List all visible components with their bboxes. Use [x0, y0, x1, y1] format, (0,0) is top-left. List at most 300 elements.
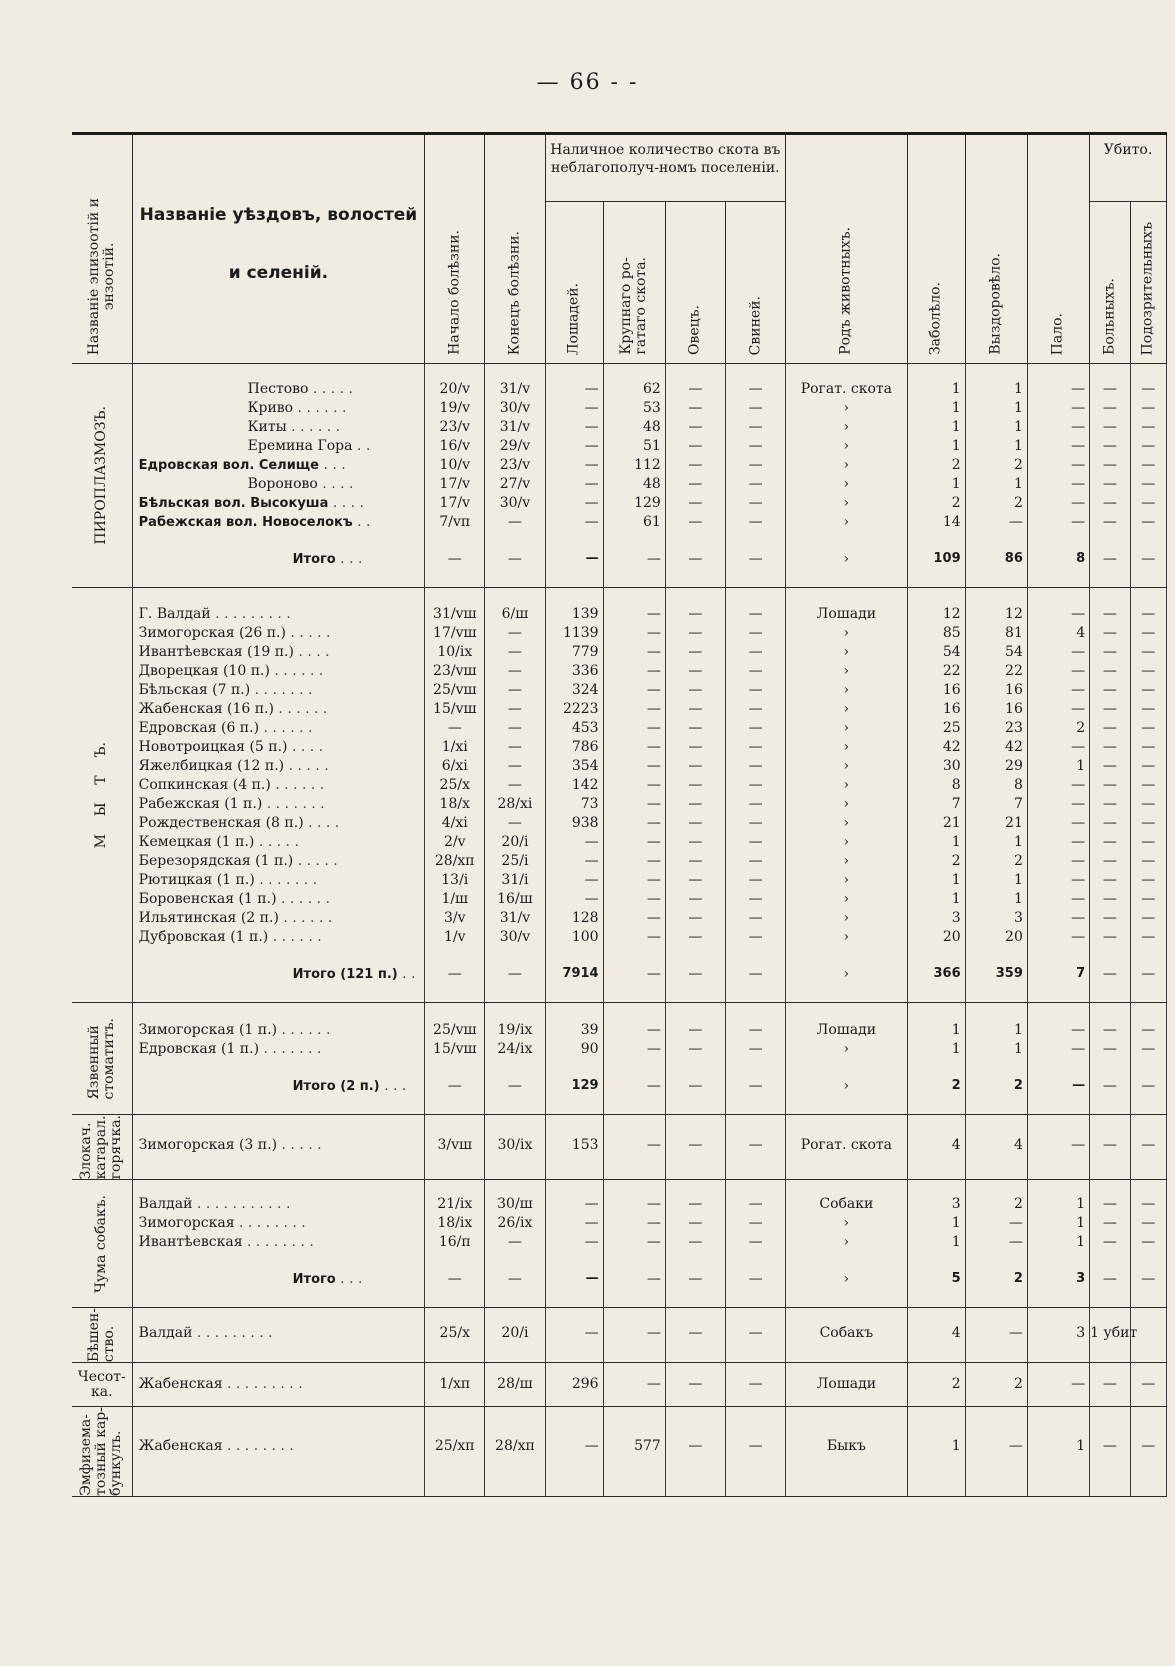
total-row — [72, 1264, 1167, 1295]
cell-kind: › — [786, 643, 907, 662]
epizootic-name: Язвенный стоматитъ. — [72, 1003, 132, 1115]
cell-horses: — — [545, 418, 603, 437]
header-livestock-group: Наличное количество скота въ неблагополуч-номъ поселеніи. — [545, 134, 786, 202]
place-name — [132, 475, 425, 494]
cell-start: 1/ш — [425, 890, 485, 909]
leader-dots: . . . . . . . — [250, 682, 313, 698]
cell-pigs: — — [725, 928, 785, 947]
place-name-text: Бѣльская вол. Высокуша — [138, 495, 329, 511]
cell-horses: — — [545, 890, 603, 909]
cell-sheep: — — [665, 738, 725, 757]
header-horses: Лошадей. — [545, 202, 603, 364]
cell-died: 1 — [1027, 1233, 1089, 1252]
cell-kind: › — [786, 418, 907, 437]
cell-sick: — — [1090, 1375, 1130, 1394]
cell-end: 20/i — [485, 1324, 545, 1348]
cell-horses: — — [545, 871, 603, 890]
cell-susp: — — [1130, 1195, 1166, 1214]
cell-horses: 153 — [545, 1136, 603, 1162]
header-recovered: Выздоровѣло. — [965, 134, 1027, 364]
cell-sick: — — [1090, 624, 1130, 643]
total-rec: 359 — [965, 959, 1027, 990]
leader-dots: . . — [397, 966, 416, 982]
cell-died: — — [1027, 852, 1089, 871]
cell-died: — — [1027, 1136, 1089, 1162]
header-killed-group: Убито. — [1090, 134, 1167, 202]
cell-sick: — — [1090, 909, 1130, 928]
cell-pigs: — — [725, 1437, 785, 1473]
place-name — [132, 738, 425, 757]
cell-cattle: — — [603, 719, 665, 738]
cell-pigs: — — [725, 456, 785, 475]
spacer-row — [72, 1059, 1167, 1071]
cell-cattle: — — [603, 624, 665, 643]
cell-rec: 2 — [965, 1375, 1027, 1394]
leader-dots: . . . . . . . . . . . — [192, 1196, 291, 1213]
cell-ill: 3 — [907, 1195, 965, 1214]
leader-dots: . . . . . — [285, 625, 331, 641]
table-row — [72, 456, 1167, 475]
cell-rec: 2 — [965, 494, 1027, 513]
cell-rec: 2 — [965, 1195, 1027, 1214]
cell-rec: 1 — [965, 833, 1027, 852]
cell-pigs: — — [725, 852, 785, 871]
table-row — [72, 1021, 1167, 1040]
cell-died: — — [1027, 1375, 1089, 1394]
cell-sheep: — — [665, 1375, 725, 1394]
cell-sick: — — [1090, 643, 1130, 662]
spacer-row — [72, 1114, 1167, 1136]
cell-rec: 1 — [965, 380, 1027, 399]
place-name-text: Едровская (6 п.) — [138, 720, 260, 736]
cell-pigs: — — [725, 399, 785, 418]
cell-died: 1 — [1027, 757, 1089, 776]
cell-susp: — — [1130, 475, 1166, 494]
cell-horses: 786 — [545, 738, 603, 757]
cell-ill: 1 — [907, 437, 965, 456]
place-name-text: Ивантѣевская — [138, 1234, 243, 1251]
cell-pigs: — — [725, 418, 785, 437]
cell-ill: 54 — [907, 643, 965, 662]
cell-end: 26/ix — [485, 1214, 545, 1233]
cell-sick: — — [1090, 437, 1130, 456]
total-ill: 2 — [907, 1071, 965, 1102]
cell-died: — — [1027, 776, 1089, 795]
place-name-text: Зимогорская (26 п.) — [138, 625, 286, 641]
leader-dots: . . . . — [303, 815, 340, 831]
cell-sick: — — [1090, 494, 1130, 513]
cell-sheep: — — [665, 1040, 725, 1059]
cell-kind: › — [786, 662, 907, 681]
cell-susp: — — [1130, 909, 1166, 928]
cell-rec: 12 — [965, 605, 1027, 624]
cell-rec: 1 — [965, 890, 1027, 909]
cell-pigs: — — [725, 833, 785, 852]
cell-cattle: — — [603, 1233, 665, 1252]
cell-ill: 1 — [907, 890, 965, 909]
place-name — [132, 605, 425, 624]
cell-sick: — — [1090, 719, 1130, 738]
cell-died: — — [1027, 890, 1089, 909]
cell-cattle: — — [603, 795, 665, 814]
cell-pigs: — — [725, 1233, 785, 1252]
cell-kind: › — [786, 909, 907, 928]
cell-cattle: 62 — [603, 380, 665, 399]
cell-pigs: — — [725, 1375, 785, 1394]
header-epizootic: Названіе эпизоотій и энзоотій. — [72, 134, 132, 364]
epizootic-name: Чума собакъ. — [72, 1179, 132, 1308]
cell-end: 24/ix — [485, 1040, 545, 1059]
cell-kind: › — [786, 738, 907, 757]
cell-rec: 1 — [965, 399, 1027, 418]
cell-kind: › — [786, 437, 907, 456]
cell-ill: 20 — [907, 928, 965, 947]
cell-end: 31/v — [485, 380, 545, 399]
place-name-text: Зимогорская (3 п.) — [138, 1137, 278, 1154]
cell-susp: — — [1130, 605, 1166, 624]
cell-start: 25/x — [425, 1324, 485, 1348]
cell-sick: — — [1090, 513, 1130, 532]
total-cattle: — — [603, 544, 665, 575]
leader-dots: . . . — [379, 1077, 407, 1094]
place-name-text: Жабенская — [138, 1376, 223, 1393]
table-row — [72, 662, 1167, 681]
cell-sick: — — [1090, 1040, 1130, 1059]
cell-end: 31/v — [485, 418, 545, 437]
total-pigs: — — [725, 1071, 785, 1102]
cell-kind: › — [786, 494, 907, 513]
place-name — [132, 1040, 425, 1059]
spacer-row — [72, 947, 1167, 959]
place-name-text: Боровенская (1 п.) — [138, 891, 277, 907]
leader-dots: . . . . . . . . — [222, 1438, 294, 1455]
cell-pigs: — — [725, 814, 785, 833]
table-row — [72, 1136, 1167, 1162]
place-name-text: Ивантѣевская (19 п.) — [138, 644, 294, 660]
cell-horses: — — [545, 852, 603, 871]
cell-sick: — — [1090, 380, 1130, 399]
table-row — [72, 738, 1167, 757]
place-name-text: Яжелбицкая (12 п.) — [138, 758, 285, 774]
total-label — [132, 959, 425, 990]
cell-rec: 21 — [965, 814, 1027, 833]
cell-cattle: — — [603, 1324, 665, 1348]
cell-died: — — [1027, 795, 1089, 814]
cell-sick: — — [1090, 1021, 1130, 1040]
cell-horses: — — [545, 1437, 603, 1473]
cell-kind: Собакъ — [786, 1324, 907, 1348]
cell-end: 27/v — [485, 475, 545, 494]
cell-died: — — [1027, 928, 1089, 947]
spacer-row — [72, 1363, 1167, 1376]
place-name-text: Зимогорская — [138, 1215, 235, 1232]
cell-ill: 42 — [907, 738, 965, 757]
cell-died: 2 — [1027, 719, 1089, 738]
leader-dots: . . . . . — [284, 758, 329, 774]
cell-start: 13/i — [425, 871, 485, 890]
cell-susp: — — [1130, 1233, 1166, 1252]
cell-horses: 100 — [545, 928, 603, 947]
cell-sheep: — — [665, 1136, 725, 1162]
cell-rec: 1 — [965, 418, 1027, 437]
cell-ill: 16 — [907, 700, 965, 719]
cell-sheep: — — [665, 1233, 725, 1252]
total-sheep: — — [665, 544, 725, 575]
cell-sheep: — — [665, 871, 725, 890]
cell-sick: — — [1090, 852, 1130, 871]
place-name — [132, 1233, 425, 1252]
cell-end: 30/v — [485, 399, 545, 418]
cell-horses: 779 — [545, 643, 603, 662]
leader-dots: . . . . . — [293, 853, 338, 869]
cell-sick: — — [1090, 738, 1130, 757]
cell-susp: — — [1130, 795, 1166, 814]
cell-horses: — — [545, 1214, 603, 1233]
cell-kind: Быкъ — [786, 1437, 907, 1473]
cell-sick: — — [1090, 399, 1130, 418]
place-name — [132, 890, 425, 909]
cell-start: 17/vш — [425, 624, 485, 643]
total-susp: — — [1130, 1071, 1166, 1102]
cell-died: — — [1027, 456, 1089, 475]
cell-end: — — [485, 814, 545, 833]
cell-sick: — — [1090, 1437, 1130, 1473]
cell-susp: — — [1130, 380, 1166, 399]
table-row — [72, 605, 1167, 624]
cell-start: 10/ix — [425, 643, 485, 662]
epizootic-name: М Ы Т Ъ. — [72, 587, 132, 1003]
cell-rec: 1 — [965, 437, 1027, 456]
cell-pigs: — — [725, 757, 785, 776]
spacer-row — [72, 1252, 1167, 1264]
place-name — [132, 719, 425, 738]
leader-dots: . . . . . . . . . — [222, 1376, 303, 1393]
cell-susp: — — [1130, 757, 1166, 776]
cell-died: — — [1027, 681, 1089, 700]
cell-pigs: — — [725, 494, 785, 513]
total-susp: — — [1130, 1264, 1166, 1295]
cell-horses: — — [545, 456, 603, 475]
table-row — [72, 1214, 1167, 1233]
epizootic-name: Злокач. катарал. горячка. — [72, 1114, 132, 1179]
table-body — [72, 364, 1167, 1497]
cell-pigs: — — [725, 890, 785, 909]
cell-susp: — — [1130, 871, 1166, 890]
cell-kind: › — [786, 814, 907, 833]
table-row — [72, 776, 1167, 795]
header-pigs: Свиней. — [725, 202, 785, 364]
spacer-row — [72, 990, 1167, 1003]
header-suspect: Подозрительныхъ — [1130, 202, 1166, 364]
leader-dots: . . . . . . — [293, 399, 347, 416]
cell-susp: — — [1130, 418, 1166, 437]
cell-end: 16/ш — [485, 890, 545, 909]
place-name — [132, 871, 425, 890]
leader-dots: . . . . — [293, 644, 330, 660]
total-label-text: Итого (2 п.) — [292, 1078, 380, 1094]
cell-sick: — — [1090, 1214, 1130, 1233]
cell-died: — — [1027, 871, 1089, 890]
cell-sheep: — — [665, 437, 725, 456]
cell-sheep: — — [665, 456, 725, 475]
place-name-text: Жабенская (16 п.) — [138, 701, 274, 717]
place-name-text: Бѣльская (7 п.) — [138, 682, 251, 698]
spacer-row — [72, 1394, 1167, 1407]
cell-start: 19/v — [425, 399, 485, 418]
spacer-row — [72, 1003, 1167, 1021]
cell-start: 15/vш — [425, 700, 485, 719]
cell-pigs: — — [725, 437, 785, 456]
table-row — [72, 1233, 1167, 1252]
total-horses: — — [545, 1264, 603, 1295]
cell-died: — — [1027, 643, 1089, 662]
cell-susp: — — [1130, 437, 1166, 456]
cell-end: — — [485, 1233, 545, 1252]
cell-susp: — — [1130, 890, 1166, 909]
cell-died: — — [1027, 738, 1089, 757]
table-row — [72, 681, 1167, 700]
cell-cattle: — — [603, 1214, 665, 1233]
total-end: — — [485, 1071, 545, 1102]
cell-ill: 21 — [907, 814, 965, 833]
cell-start: 31/vш — [425, 605, 485, 624]
leader-dots: . . . . . — [254, 834, 299, 850]
place-name — [132, 700, 425, 719]
cell-sheep: — — [665, 833, 725, 852]
total-kind: › — [786, 544, 907, 575]
epizootic-name: ПИРОПЛАЗМОЗЪ. — [72, 364, 132, 588]
cell-start: 3/v — [425, 909, 485, 928]
cell-sheep: — — [665, 1324, 725, 1348]
table-row — [72, 1040, 1167, 1059]
cell-kind: › — [786, 757, 907, 776]
total-start: — — [425, 959, 485, 990]
cell-cattle: — — [603, 605, 665, 624]
total-row — [72, 544, 1167, 575]
place-name-text: Сопкинская (4 п.) — [138, 777, 271, 793]
cell-sheep: — — [665, 475, 725, 494]
table-row — [72, 909, 1167, 928]
cell-kind: › — [786, 890, 907, 909]
total-kind: › — [786, 1071, 907, 1102]
cell-sheep: — — [665, 928, 725, 947]
place-name-text: Вороново — [247, 475, 318, 492]
cell-rec: 3 — [965, 909, 1027, 928]
total-ill: 366 — [907, 959, 965, 990]
cell-pigs: — — [725, 513, 785, 532]
cell-start: 18/ix — [425, 1214, 485, 1233]
epizootic-name: Чесот- ка. — [72, 1363, 132, 1407]
table-row — [72, 871, 1167, 890]
total-rec: 2 — [965, 1071, 1027, 1102]
cell-died: — — [1027, 437, 1089, 456]
cell-ill: 1 — [907, 1040, 965, 1059]
total-cattle: — — [603, 959, 665, 990]
cell-susp: — — [1130, 928, 1166, 947]
leader-dots: . . . . . . . — [259, 1040, 322, 1057]
cell-cattle: — — [603, 852, 665, 871]
cell-ill: 1 — [907, 399, 965, 418]
cell-sheep: — — [665, 795, 725, 814]
cell-kind: Собаки — [786, 1195, 907, 1214]
cell-sheep: — — [665, 605, 725, 624]
leader-dots: . . . . . . . . — [242, 1234, 314, 1251]
cell-end: 6/ш — [485, 605, 545, 624]
leader-dots: . . . . . . — [276, 891, 330, 907]
place-name — [132, 437, 425, 456]
cell-ill: 1 — [907, 1233, 965, 1252]
leader-dots: . . . . . . — [269, 663, 324, 679]
header-start: Начало болѣзни. — [425, 134, 485, 364]
cell-ill: 1 — [907, 1437, 965, 1473]
cell-rec: 23 — [965, 719, 1027, 738]
cell-end: 29/v — [485, 437, 545, 456]
cell-pigs: — — [725, 719, 785, 738]
place-name-text: Едровская вол. Селище — [138, 457, 319, 473]
cell-rec: — — [965, 1214, 1027, 1233]
cell-sheep: — — [665, 890, 725, 909]
cell-end: 28/ш — [485, 1375, 545, 1394]
cell-died: — — [1027, 833, 1089, 852]
cell-horses: 354 — [545, 757, 603, 776]
cell-cattle: — — [603, 1040, 665, 1059]
header-animal-kind: Родъ животныхъ. — [786, 134, 907, 364]
cell-end: — — [485, 681, 545, 700]
cell-horses: 139 — [545, 605, 603, 624]
cell-sick: — — [1090, 776, 1130, 795]
cell-start: 1/xi — [425, 738, 485, 757]
leader-dots: . . — [352, 513, 371, 530]
cell-cattle: — — [603, 700, 665, 719]
cell-ill: 8 — [907, 776, 965, 795]
place-name — [132, 757, 425, 776]
cell-rec: 4 — [965, 1136, 1027, 1162]
cell-sick: — — [1090, 795, 1130, 814]
cell-cattle: — — [603, 890, 665, 909]
place-name-text: Кемецкая (1 п.) — [138, 834, 255, 850]
cell-sheep: — — [665, 399, 725, 418]
header-name: Названіе уѣздовъ, волостей и селеній. — [132, 134, 425, 364]
place-name — [132, 1437, 425, 1473]
cell-horses: — — [545, 380, 603, 399]
cell-sheep: — — [665, 1214, 725, 1233]
cell-kind: › — [786, 513, 907, 532]
place-name-text: Новотроицкая (5 п.) — [138, 739, 288, 755]
place-name — [132, 909, 425, 928]
place-name-text: Рабежская (1 п.) — [138, 796, 263, 812]
cell-pigs: — — [725, 1136, 785, 1162]
table-row — [72, 833, 1167, 852]
total-row — [72, 1071, 1167, 1102]
spacer-row — [72, 587, 1167, 605]
leader-dots: . . . . . . . . . — [192, 1324, 273, 1341]
cell-pigs: — — [725, 909, 785, 928]
cell-pigs: — — [725, 681, 785, 700]
cell-start: 17/v — [425, 494, 485, 513]
epizootic-name: Эмфизема- тозный кар- бункулъ. — [72, 1407, 132, 1497]
table-row — [72, 380, 1167, 399]
total-end: — — [485, 959, 545, 990]
total-pigs: — — [725, 1264, 785, 1295]
table-row — [72, 643, 1167, 662]
cell-sick: — — [1090, 1136, 1130, 1162]
place-name — [132, 1136, 425, 1162]
cell-end: 31/i — [485, 871, 545, 890]
cell-rec: 81 — [965, 624, 1027, 643]
cell-sick: — — [1090, 871, 1130, 890]
cell-susp: — — [1130, 1136, 1166, 1162]
cell-horses: 453 — [545, 719, 603, 738]
